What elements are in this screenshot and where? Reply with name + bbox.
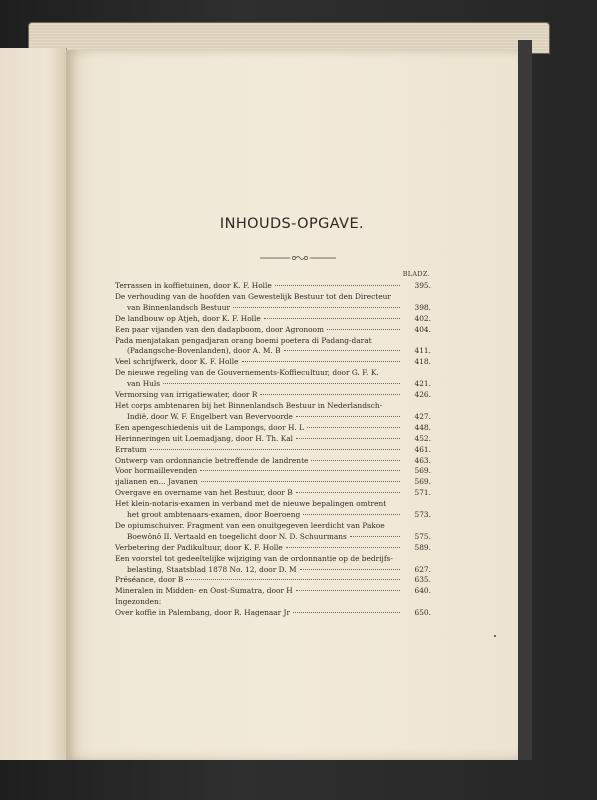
- dot-leader: [296, 590, 400, 591]
- toc-entry-title: Herinneringen uit Loemadjang, door H. Th. Kal: [115, 433, 294, 443]
- toc-entry-line: [115, 597, 431, 608]
- toc-entry-title: Indië, door W. F. Engelbert van Bevervoorde: [127, 411, 293, 421]
- toc-entry-line: [115, 292, 431, 303]
- dot-leader: [327, 329, 400, 330]
- dot-leader: [201, 481, 400, 482]
- toc-entry-line: [115, 477, 431, 488]
- toc-entry-title: Voor hormaillevenden: [115, 466, 198, 476]
- toc-page-number: 635.: [414, 575, 431, 585]
- toc-entry-line: [115, 510, 431, 521]
- paper-spot: [494, 635, 496, 637]
- toc-page-number: 448.: [414, 422, 431, 432]
- toc-entry-line: [115, 466, 431, 477]
- toc-entry-title: ıjalianen en... Javanen: [115, 477, 198, 487]
- toc-page-number: 418.: [414, 357, 431, 367]
- toc-entry-line: [115, 575, 431, 586]
- toc-entry-title: belasting, Staatsblad 1878 No. 12, door D. M: [127, 564, 297, 574]
- toc-page-number: 402.: [414, 313, 431, 323]
- toc-page-number: 411.: [414, 346, 431, 356]
- toc-entry-title: van Huls: [127, 379, 161, 389]
- toc-entry-line: [115, 456, 431, 467]
- toc-page-number: 569.: [414, 477, 431, 487]
- toc-page-number: 427.: [414, 411, 431, 421]
- dot-leader: [286, 547, 400, 548]
- toc-entry-title: Pada menjatakan pengadjaran orang boemi poetera di Padang-darat: [115, 335, 372, 345]
- toc-entry-line: [115, 336, 431, 347]
- left-page-edge: [0, 48, 67, 760]
- toc-entry-line: [115, 434, 431, 445]
- toc-entry-line: [115, 303, 431, 314]
- dot-leader: [303, 514, 400, 515]
- toc-page-number: 421.: [414, 379, 431, 389]
- dot-leader: [293, 612, 400, 613]
- toc-entry-line: [115, 521, 431, 532]
- dot-leader: [242, 361, 400, 362]
- toc-entry-title: Terrassen in koffietuinen, door K. F. Holle: [115, 281, 272, 290]
- dot-leader: [275, 285, 400, 286]
- dot-leader: [296, 492, 400, 493]
- toc-page-number: 452.: [414, 433, 431, 443]
- toc-page-number: 571.: [414, 488, 431, 498]
- toc-page-number: 569.: [414, 466, 431, 476]
- toc-page-number: 426.: [414, 390, 431, 400]
- dot-leader: [296, 438, 400, 439]
- toc-entry-title: Het klein-notaris-examen in verband met de nieuwe bepalingen omtrent: [115, 499, 387, 509]
- toc-entry-title: Een paar vijanden van den dadapboom, door Agronoom: [115, 324, 324, 334]
- toc-entry-title: Verbetering der Padikultuur, door K. F. Holle: [115, 542, 283, 552]
- toc-entry-title: Boewônô II. Vertaald en toegelicht door N. D. Schuurmans: [127, 531, 347, 541]
- toc-entry-line: [115, 412, 431, 423]
- toc-entry-title: De opiumschuiver. Fragment van een onuitgegeven leerdicht van Pakoe: [115, 520, 385, 530]
- toc-entry-line: [115, 357, 431, 368]
- toc-entry-title: Het corps ambtenaren bij het Binnenlandsch Bestuur in Nederlandsch-: [115, 400, 383, 410]
- toc-page-number: 650.: [414, 608, 431, 618]
- book-cover-right: [518, 40, 532, 760]
- toc-entry-line: [115, 543, 431, 554]
- toc-page-number: 461.: [414, 444, 431, 454]
- toc-entry-title: Préséance, door B: [115, 575, 184, 585]
- ornament-divider: [258, 254, 338, 262]
- toc-entry-line: [115, 346, 431, 357]
- dot-leader: [311, 460, 400, 461]
- table-of-contents: [115, 281, 431, 619]
- toc-entry-line: [115, 554, 431, 565]
- page-column-header: BLADZ.: [402, 270, 430, 278]
- toc-entry-title: (Padangsche-Bovenlanden), door A. M. B: [127, 346, 281, 356]
- toc-entry-line: [115, 499, 431, 510]
- toc-entry-title: Ontwerp van ordonnancie betreffende de landrente: [115, 455, 309, 465]
- dot-leader: [186, 579, 400, 580]
- dot-leader: [307, 427, 400, 428]
- toc-entry-line: [115, 488, 431, 499]
- toc-entry-line: [115, 390, 431, 401]
- toc-entry-line: [115, 565, 431, 576]
- toc-entry-line: [115, 608, 431, 619]
- toc-page-number: 398.: [414, 302, 431, 312]
- toc-entry-title: Overgave en overname van het Bestuur, door B: [115, 488, 293, 498]
- toc-entry-line: [115, 445, 431, 456]
- dot-leader: [264, 318, 400, 319]
- toc-entry-title: Veel schrijfwerk, door K. F. Holle: [115, 357, 239, 367]
- dot-leader: [296, 416, 400, 417]
- toc-entry-line: [115, 368, 431, 379]
- toc-entry-title: De verhouding van de hoofden van Gewestelijk Bestuur tot den Directeur: [115, 291, 391, 301]
- toc-entry-title: Erratum: [115, 444, 147, 454]
- toc-page-number: 463.: [414, 455, 431, 465]
- toc-entry-title: Vermorsing van irrigatiewater, door R: [115, 390, 258, 400]
- dot-leader: [200, 470, 400, 471]
- toc-entry-line: [115, 325, 431, 336]
- toc-entry-title: van Binnenlandsch Bestuur: [127, 302, 231, 312]
- toc-entry-title: De nieuwe regeling van de Gouvernements-Koffiecultuur, door G. F. K.: [115, 368, 379, 378]
- toc-entry-line: [115, 314, 431, 325]
- toc-entry-title: Mineralen in Midden- en Oost-Sumatra, door H: [115, 586, 293, 596]
- toc-entry-line: [115, 281, 431, 292]
- toc-entry-title: Een voorstel tot gedeeltelijke wijziging van de ordonnantie op de bedrijfs-: [115, 553, 393, 563]
- toc-entry-title: Een apengeschiedenis uit de Lampongs, door H. L: [115, 422, 304, 432]
- toc-entry-line: [115, 532, 431, 543]
- toc-page-number: 575.: [414, 531, 431, 541]
- toc-entry-line: [115, 401, 431, 412]
- toc-page-number: 573.: [414, 510, 431, 520]
- toc-page-number: 589.: [414, 542, 431, 552]
- toc-entry-line: [115, 379, 431, 390]
- dot-leader: [163, 383, 400, 384]
- toc-entry-line: [115, 586, 431, 597]
- dot-leader: [150, 449, 400, 450]
- toc-entry-title: Ingezonden:: [115, 597, 162, 607]
- toc-entry-title: De landbouw op Atjeh, door K. F. Holle: [115, 313, 261, 323]
- document-page: [66, 50, 518, 760]
- toc-entry-title: Over koffie in Palembang, door R. Hagenaar Jr: [115, 608, 291, 618]
- toc-entry-line: [115, 423, 431, 434]
- dot-leader: [233, 307, 400, 308]
- toc-page-number: 640.: [414, 586, 431, 596]
- dot-leader: [350, 536, 400, 537]
- toc-page-number: 404.: [414, 324, 431, 334]
- toc-entry-title: het groot ambtenaars-examen, door Boeroeng: [127, 510, 301, 520]
- dot-leader: [260, 394, 400, 395]
- dot-leader: [300, 569, 400, 570]
- toc-page-number: 627.: [414, 564, 431, 574]
- toc-page-number: 395.: [414, 281, 431, 290]
- dot-leader: [284, 350, 400, 351]
- page-title: INHOUDS-OPGAVE.: [219, 216, 365, 232]
